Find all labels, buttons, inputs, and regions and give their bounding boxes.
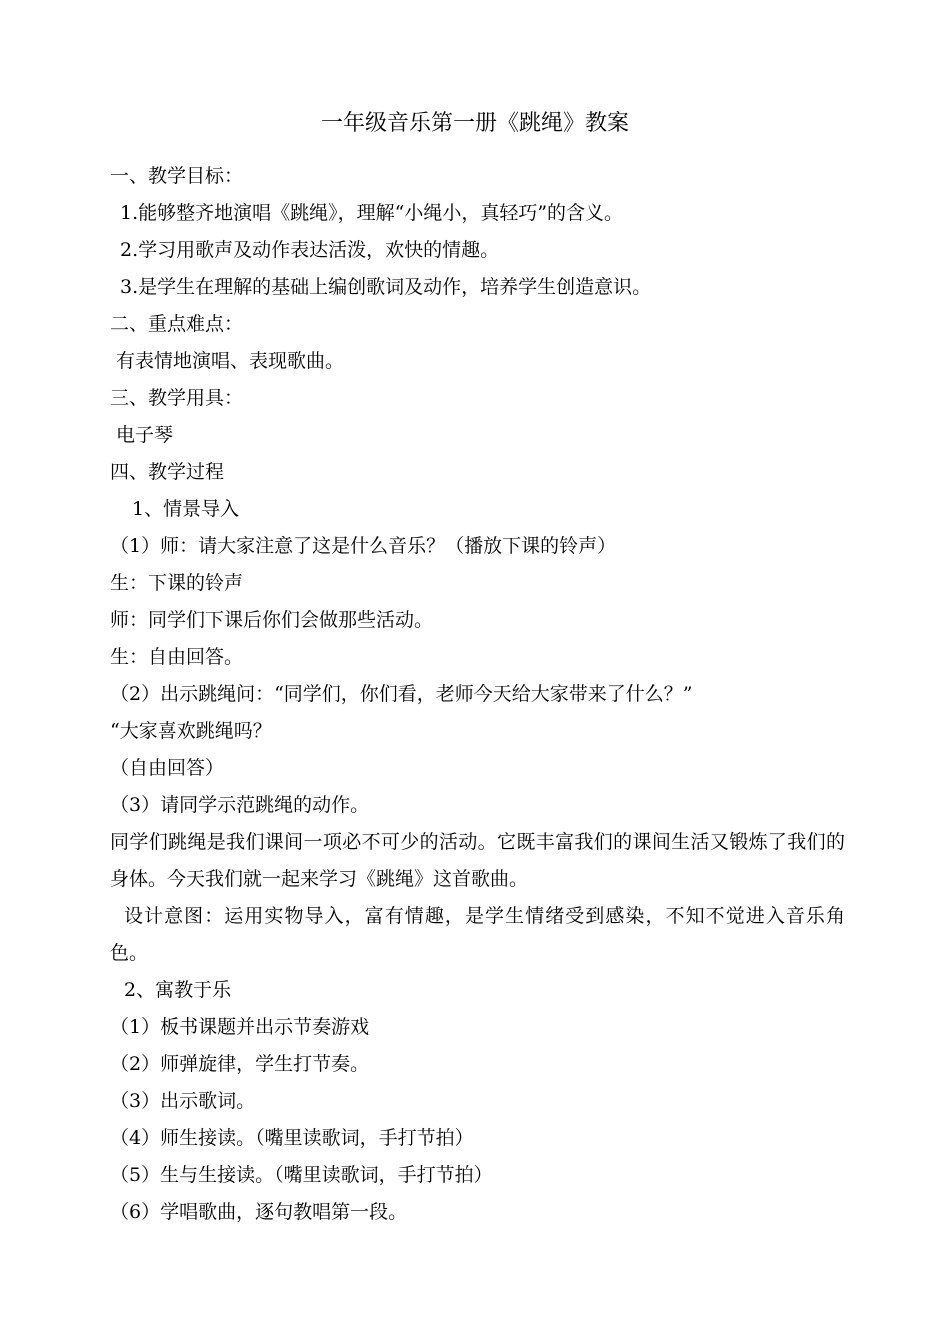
process-line: （1）师：请大家注意了这是什么音乐？（播放下课的铃声） xyxy=(110,535,617,557)
process-line: （3）请同学示范跳绳的动作。 xyxy=(110,794,370,816)
objective-item-3: 3.是学生在理解的基础上编创歌词及动作，培养学生创造意识。 xyxy=(120,276,652,298)
process-line: 生：下课的铃声 xyxy=(110,572,244,594)
process-line: （2）师弹旋律，学生打节奏。 xyxy=(110,1053,370,1075)
process-line: （6）学唱歌曲，逐句教唱第一段。 xyxy=(110,1201,408,1223)
subsection-heading-intro: 1、情景导入 xyxy=(132,498,240,520)
design-intent-paragraph: 设计意图：运用实物导入，富有情趣，是学生情绪受到感染，不知不觉进入音乐角色。 xyxy=(110,905,845,964)
process-line: （3）出示歌词。 xyxy=(110,1090,256,1112)
process-line: 生：自由回答。 xyxy=(110,646,244,668)
body-paragraph: 同学们跳绳是我们课间一项必不可少的活动。它既丰富我们的课间生活又锻炼了我们的身体。今天我们就一起来学习《跳绳》这首歌曲。 xyxy=(110,831,845,890)
process-line: （5）生与生接读。（嘴里读歌词，手打节拍） xyxy=(110,1164,493,1186)
process-line: （1）板书课题并出示节奏游戏 xyxy=(110,1016,370,1038)
objective-item-1: 1.能够整齐地演唱《跳绳》，理解“小绳小，真轻巧”的含义。 xyxy=(120,202,624,224)
document-title: 一年级音乐第一册《跳绳》教案 xyxy=(320,111,629,136)
subsection-heading-teaching: 2、寓教于乐 xyxy=(124,979,232,1001)
process-line: “大家喜欢跳绳吗？ xyxy=(110,720,272,742)
section-heading-objectives: 一、教学目标： xyxy=(110,165,244,187)
document-body xyxy=(110,158,845,1231)
process-line: 师：同学们下课后你们会做那些活动。 xyxy=(110,609,434,631)
process-line: （4）师生接读。（嘴里读歌词，手打节拍） xyxy=(110,1127,474,1149)
objective-item-2: 2.学习用歌声及动作表达活泼，欢快的情趣。 xyxy=(120,239,500,261)
process-line: （2）出示跳绳问：“同学们，你们看，老师今天给大家带来了什么？” xyxy=(110,683,693,705)
key-points-text: 有表情地演唱、表现歌曲。 xyxy=(116,350,345,372)
section-heading-tools: 三、教学用具： xyxy=(110,387,244,409)
tools-text: 电子琴 xyxy=(116,424,174,446)
section-heading-key-points: 二、重点难点： xyxy=(110,313,244,335)
section-heading-process: 四、教学过程 xyxy=(110,461,225,483)
process-line: （自由回答） xyxy=(110,757,225,779)
